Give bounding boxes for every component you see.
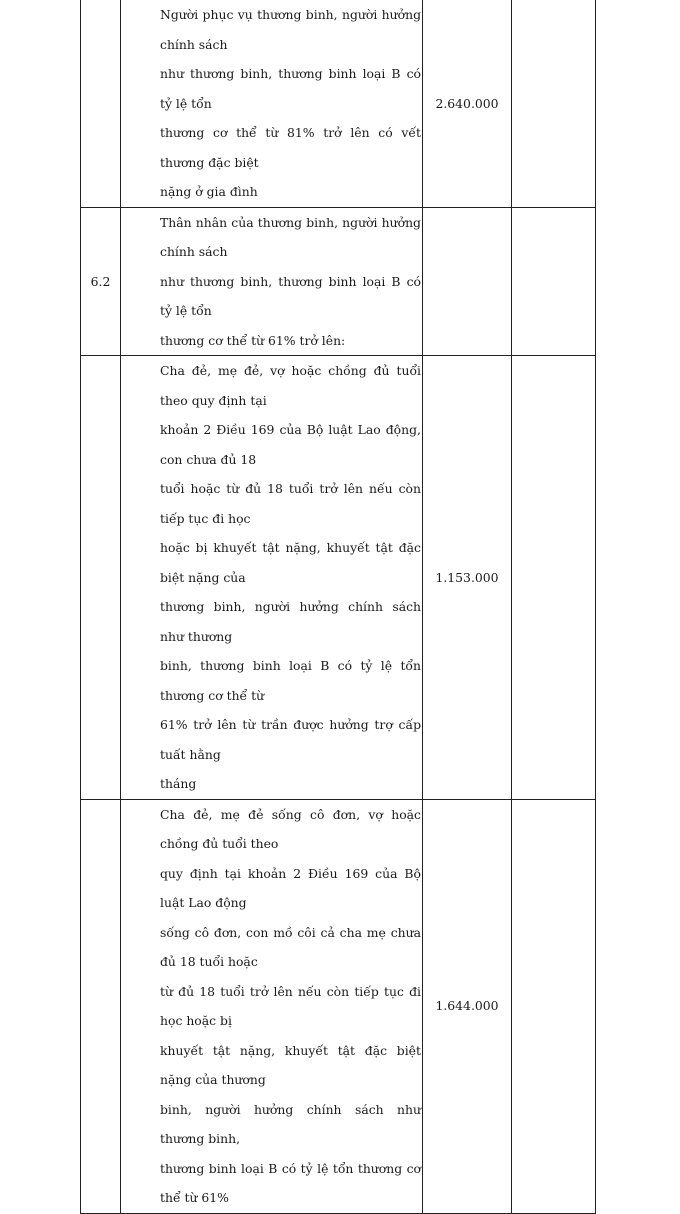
description-line: thương binh, người hưởng chính sách như thương [160, 599, 421, 644]
row-number [81, 0, 121, 207]
row-number [81, 799, 121, 1213]
description-line: binh, thương binh loại B có tỷ lệ tổn thương cơ thể từ [160, 658, 421, 703]
description-line: khuyết tật nặng, khuyết tật đặc biệt nặng của thương [160, 1042, 421, 1087]
description-line: tuổi hoặc từ đủ 18 tuổi trở lên nếu còn tiếp tục đi học [160, 481, 421, 526]
description-line: sống cô đơn, con mồ côi cả cha mẹ chưa đủ 18 tuổi hoặc [160, 924, 421, 969]
row-description [121, 356, 423, 800]
description-line: như thương binh, thương binh loại B có tỷ lệ tổn [160, 273, 421, 318]
row-description [121, 799, 423, 1213]
description-line: quy định tại khoản 2 Điều 169 của Bộ luật Lao động [160, 865, 421, 910]
row-description [121, 207, 423, 356]
description-line: Cha đẻ, mẹ đẻ, vợ hoặc chồng đủ tuổi theo quy định tại [160, 363, 421, 408]
description-line: thương binh loại B có tỷ lệ tổn thương cơ thể từ 61% [160, 1160, 421, 1205]
description-line: hoặc bị khuyết tật nặng, khuyết tật đặc biệt nặng của [160, 540, 421, 585]
description-line: tháng [160, 776, 197, 791]
row-amount: 2.640.000 [423, 0, 512, 207]
description-line: nặng ở gia đình [160, 184, 258, 199]
row-description [121, 0, 423, 207]
table-row [81, 356, 596, 800]
description-line: từ đủ 18 tuổi trở lên nếu còn tiếp tục đi học hoặc bị [160, 983, 421, 1028]
row-amount: 1.153.000 [423, 356, 512, 800]
description-line: Thân nhân của thương binh, người hưởng chính sách [160, 214, 421, 259]
description-line: binh, người hưởng chính sách như thương binh, [160, 1101, 421, 1146]
row-note [512, 0, 596, 207]
description-line: thương cơ thể từ 61% trở lên: [160, 332, 346, 348]
table-row [81, 207, 596, 356]
description-line: 61% trở lên từ trần được hưởng trợ cấp tuất hằng [160, 717, 421, 762]
row-amount [423, 207, 512, 356]
allowance-table [80, 0, 596, 1214]
row-note [512, 799, 596, 1213]
description-line: thương cơ thể từ 81% trở lên có vết thương đặc biệt [160, 125, 421, 170]
row-number: 6.2 [81, 207, 121, 356]
description-line: khoản 2 Điều 169 của Bộ luật Lao động, con chưa đủ 18 [160, 422, 421, 467]
row-number [81, 356, 121, 800]
table-row [81, 799, 596, 1213]
row-note [512, 207, 596, 356]
description-line: Cha đẻ, mẹ đẻ sống cô đơn, vợ hoặc chồng đủ tuổi theo [160, 806, 421, 851]
table-row [81, 0, 596, 207]
row-note [512, 356, 596, 800]
description-line: như thương binh, thương binh loại B có tỷ lệ tổn [160, 66, 421, 111]
row-amount: 1.644.000 [423, 799, 512, 1213]
description-line: Người phục vụ thương binh, người hưởng chính sách [160, 7, 421, 52]
